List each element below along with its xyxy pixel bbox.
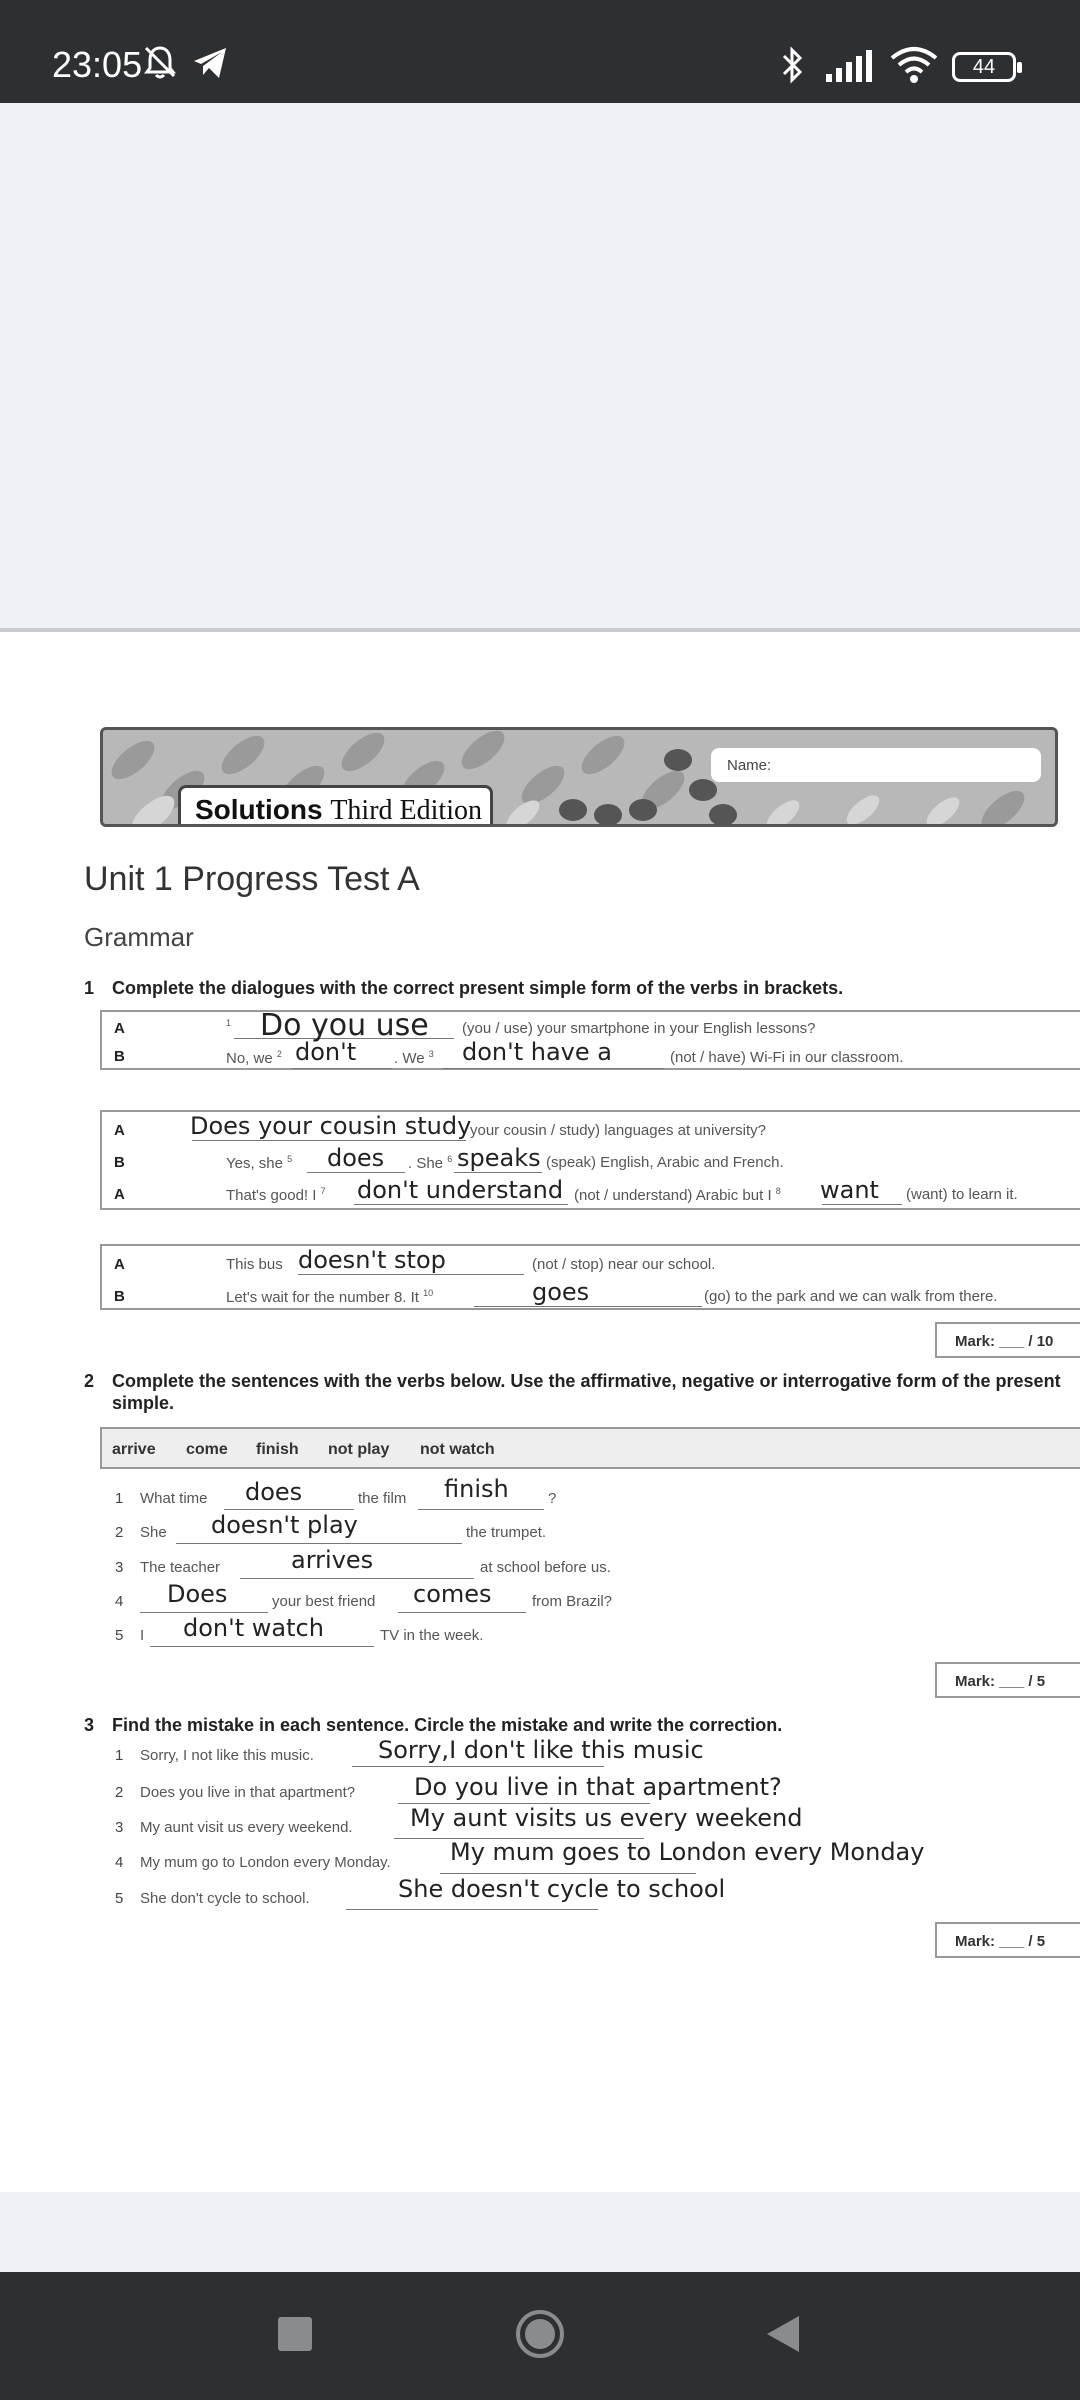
- dialogue-3-line-a: A This bus doesn't stop (not / stop) near our school.: [114, 1246, 716, 1274]
- q3-answer-1: Sorry,I don't like this music: [378, 1736, 704, 1764]
- q3-mark: Mark: ___ / 5: [935, 1922, 1080, 1958]
- q1-mark: Mark: ___ / 10: [935, 1322, 1080, 1358]
- signal-icon: [826, 48, 878, 87]
- word-bank: [100, 1427, 1080, 1469]
- back-triangle-icon: [765, 2316, 799, 2357]
- battery-icon: 44: [952, 52, 1016, 82]
- document-page[interactable]: Solutions Third Edition Name: Unit 1 Progress Test A Grammar 1 Complete the dialogues with the correct present simple form of the verbs in brackets. A $^1$ Do you use (you / use) your smartphone in your English lessons? B No, we $^2$ don't . We $^3$ don't have a (not / have) Wi-Fi in our classroom. A Does your cousin study your cousin / study) languages at university? B Yes, she $^5$ does . She $^6$ speaks (speak) English, Arabic and French. A That's good! I $^7$ don't understand (not / understand) Arabic but I $^8$ want (want) to learn it. A This bus doesn't stop (not / stop) near our school. B Let's wait for the number 8. It $^{10}$ goes (go) to the park and we can walk from there. Mark: ___ / 10 2 Complete the sentences with the verbs below. Use the affirmative, negative or interrogative form of the present simple. arrive come finish not play not watch 1 What time does the film finish ? 2 She doesn't play the trumpet. 3 The teacher arrives at school before us. 4 Does your best friend comes from Brazil? 5 I don't watch TV in the week. Mark: ___ / 5 3 Find the mistake in each sentence. Circle the mistake and write the correction. 1 Sorry, I not like this music. Sorry,I don't like this music 2 Does you live in that apartment? Do you live in that apartment? 3 My aunt visit us every weekend. My aunt visits us every weekend 4 My mum go to London every Monday. My mum goes to London every Monday 5 She don't cycle to school. She doesn't cycle to school Mark: ___ / 5: [0, 632, 1080, 2192]
- q3-answer-5: She doesn't cycle to school: [398, 1875, 726, 1903]
- answer-5: does: [327, 1144, 385, 1172]
- home-button[interactable]: [490, 2272, 590, 2400]
- answer-7: don't understand: [357, 1176, 564, 1204]
- brand-tab: [178, 785, 493, 827]
- answer-8: want: [820, 1176, 879, 1204]
- dialogue-3-line-b: B Let's wait for the number 8. It $^{10}$ goes (go) to the park and we can walk from there.: [114, 1278, 998, 1306]
- navigation-bar: [0, 2272, 1080, 2400]
- answer-6: speaks: [457, 1144, 541, 1172]
- q2-answer-4a: Does: [167, 1580, 228, 1608]
- dialogue-2-line-a2: A That's good! I $^7$ don't understand (not / understand) Arabic but I $^8$ want (want) to learn it.: [114, 1176, 1018, 1204]
- q3-answer-2: Do you live in that apartment?: [414, 1773, 782, 1801]
- dialogue-2-line-b: B Yes, she $^5$ does . She $^6$ speaks (speak) English, Arabic and French.: [114, 1144, 784, 1172]
- bluetooth-icon: [780, 46, 806, 89]
- home-circle-icon: [515, 2309, 565, 2364]
- section-title: Grammar: [84, 922, 194, 952]
- answer-2: don't: [295, 1038, 357, 1066]
- word-come: come: [186, 1441, 228, 1458]
- brand-name: Solutions Third Edition: [195, 794, 482, 826]
- dialogue-2-line-a: A Does your cousin study your cousin / study) languages at university?: [114, 1112, 766, 1140]
- q2-mark: Mark: ___ / 5: [935, 1662, 1080, 1698]
- q2-answer-4b: comes: [413, 1580, 492, 1608]
- answer-4: Does your cousin study: [190, 1112, 472, 1140]
- recents-button[interactable]: [245, 2272, 345, 2400]
- q3-answer-4: My mum goes to London every Monday: [450, 1838, 925, 1866]
- dialogue-1-line-a: A $^1$ Do you use (you / use) your smartphone in your English lessons?: [114, 1008, 816, 1043]
- word-finish: finish: [256, 1441, 299, 1458]
- header-banner: [100, 727, 1058, 827]
- wifi-icon: [890, 46, 938, 89]
- q2-answer-1a: does: [245, 1478, 303, 1506]
- answer-1: Do you use: [260, 1008, 429, 1043]
- name-label: Name:: [727, 757, 772, 774]
- name-field: [711, 748, 1041, 782]
- viewer-background-bottom: [0, 2192, 1080, 2272]
- answer-10: goes: [532, 1278, 590, 1306]
- page-title: Unit 1 Progress Test A: [84, 860, 420, 898]
- word-not-play: not play: [328, 1441, 390, 1458]
- answer-9: doesn't stop: [298, 1246, 446, 1274]
- telegram-icon: [192, 46, 228, 85]
- bell-off-icon: [142, 44, 178, 85]
- q2-answer-5: don't watch: [183, 1614, 324, 1642]
- dialogue-1-line-b: B No, we $^2$ don't . We $^3$ don't have a (not / have) Wi-Fi in our classroom.: [114, 1038, 904, 1067]
- answer-3: don't have a: [462, 1038, 612, 1066]
- q2-answer-2: doesn't play: [211, 1511, 358, 1539]
- q2-answer-3: arrives: [291, 1546, 374, 1574]
- q2-answer-1b: finish: [444, 1475, 509, 1503]
- dialogue-2: [100, 1110, 1080, 1210]
- q3-answer-3: My aunt visits us every weekend: [410, 1804, 803, 1832]
- viewer-background: [0, 103, 1080, 628]
- recents-square-icon: [278, 2317, 312, 2356]
- word-arrive: arrive: [112, 1441, 156, 1458]
- dialogue-3: [100, 1244, 1080, 1310]
- word-not-watch: not watch: [420, 1441, 495, 1458]
- clock: 23:05: [52, 44, 143, 85]
- back-button[interactable]: [732, 2272, 832, 2400]
- dialogue-1: [100, 1010, 1080, 1070]
- status-bar: [0, 0, 1080, 103]
